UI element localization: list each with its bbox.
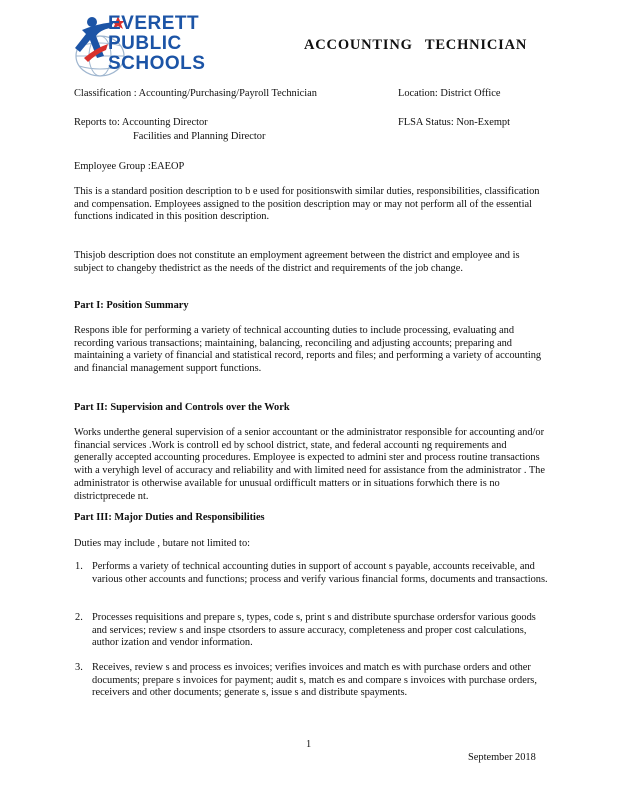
classification: Classification : Accounting/Purchasing/Payroll Technician bbox=[74, 88, 317, 99]
logo-line-1: EVERETT bbox=[108, 13, 200, 34]
page-number: 1 bbox=[306, 739, 312, 750]
reports-to-secondary: Facilities and Planning Director bbox=[133, 131, 266, 142]
employee-group: Employee Group :EAEOP bbox=[74, 161, 185, 172]
duty-text: Receives, review s and process es invoices; verifies invoices and match es with purchase orders and other documents; prepare s invoices for payment; audit s, match es and compare s invoices with purchase orders, receivers and other documents; generate s, issue s and distribute spayments. bbox=[92, 662, 537, 699]
everett-public-schools-logo bbox=[70, 12, 240, 82]
logo-line-3: SCHOOLS bbox=[108, 53, 206, 74]
intro-paragraph-2: Thisjob description does not constitute an employment agreement between the district and employee and is subject to changeby thedistrict as the needs of the district and requirements of the job change. bbox=[74, 250, 520, 274]
page-title: ACCOUNTING TECHNICIAN bbox=[304, 37, 528, 53]
footer-date: September 2018 bbox=[468, 752, 536, 763]
duty-number: 1. bbox=[75, 561, 83, 572]
duty-number: 2. bbox=[75, 612, 83, 623]
part-3-heading: Part III: Major Duties and Responsibilities bbox=[74, 512, 265, 523]
part-2-heading: Part II: Supervision and Controls over the Work bbox=[74, 402, 290, 413]
part-1-heading: Part I: Position Summary bbox=[74, 300, 189, 311]
location: Location: District Office bbox=[398, 88, 501, 99]
reports-to: Reports to: Accounting Director bbox=[74, 117, 208, 128]
intro-paragraph-1: This is a standard position description to b e used for positionswith similar duties, responsibilities, classification and compensation. Employees assigned to the position description may or may not perform all of the essential functions indicated in this position description. bbox=[74, 186, 540, 223]
duty-text: Performs a variety of technical accounting duties in support of account s payable, accounts receivable, and various other accounts and functions; process and verify various financial forms, documents and transactions. bbox=[92, 561, 548, 585]
duty-number: 3. bbox=[75, 662, 83, 673]
part-2-text: Works underthe general supervision of a senior accountant or the administrator responsible for accounting and/or financial services .Work is controll ed by school district, state, and federal accounti ng requirements and generally accepted accounting procedures. Employee is expected to admini ster and process routine transactions with a veryhigh level of accuracy and reliability and with limited need for assistance from the administrator . The administrator is otherwise available for unusual ordifficult matters or in situations forwhich there is no districtprecede nt. bbox=[74, 427, 545, 502]
logo-line-2: PUBLIC bbox=[108, 33, 182, 54]
duties-intro: Duties may include , butare not limited to: bbox=[74, 538, 251, 549]
duty-text: Processes requisitions and prepare s, types, code s, print s and distribute spurchase ordersfor various goods and services; review s and inspe ctsorders to assure accuracy, completeness and proper cost calculations, author ization and vendor information. bbox=[92, 612, 536, 649]
part-1-text: Respons ible for performing a variety of technical accounting duties to include processing, evaluating and recording various transactions; maintaining, balancing, reconciling and adjusting accounts; preparing and maintaining a variety of financial and statistical record, reports and files; and performing a variety of accounting and financial management support functions. bbox=[74, 325, 542, 375]
flsa-status: FLSA Status: Non-Exempt bbox=[398, 117, 510, 128]
